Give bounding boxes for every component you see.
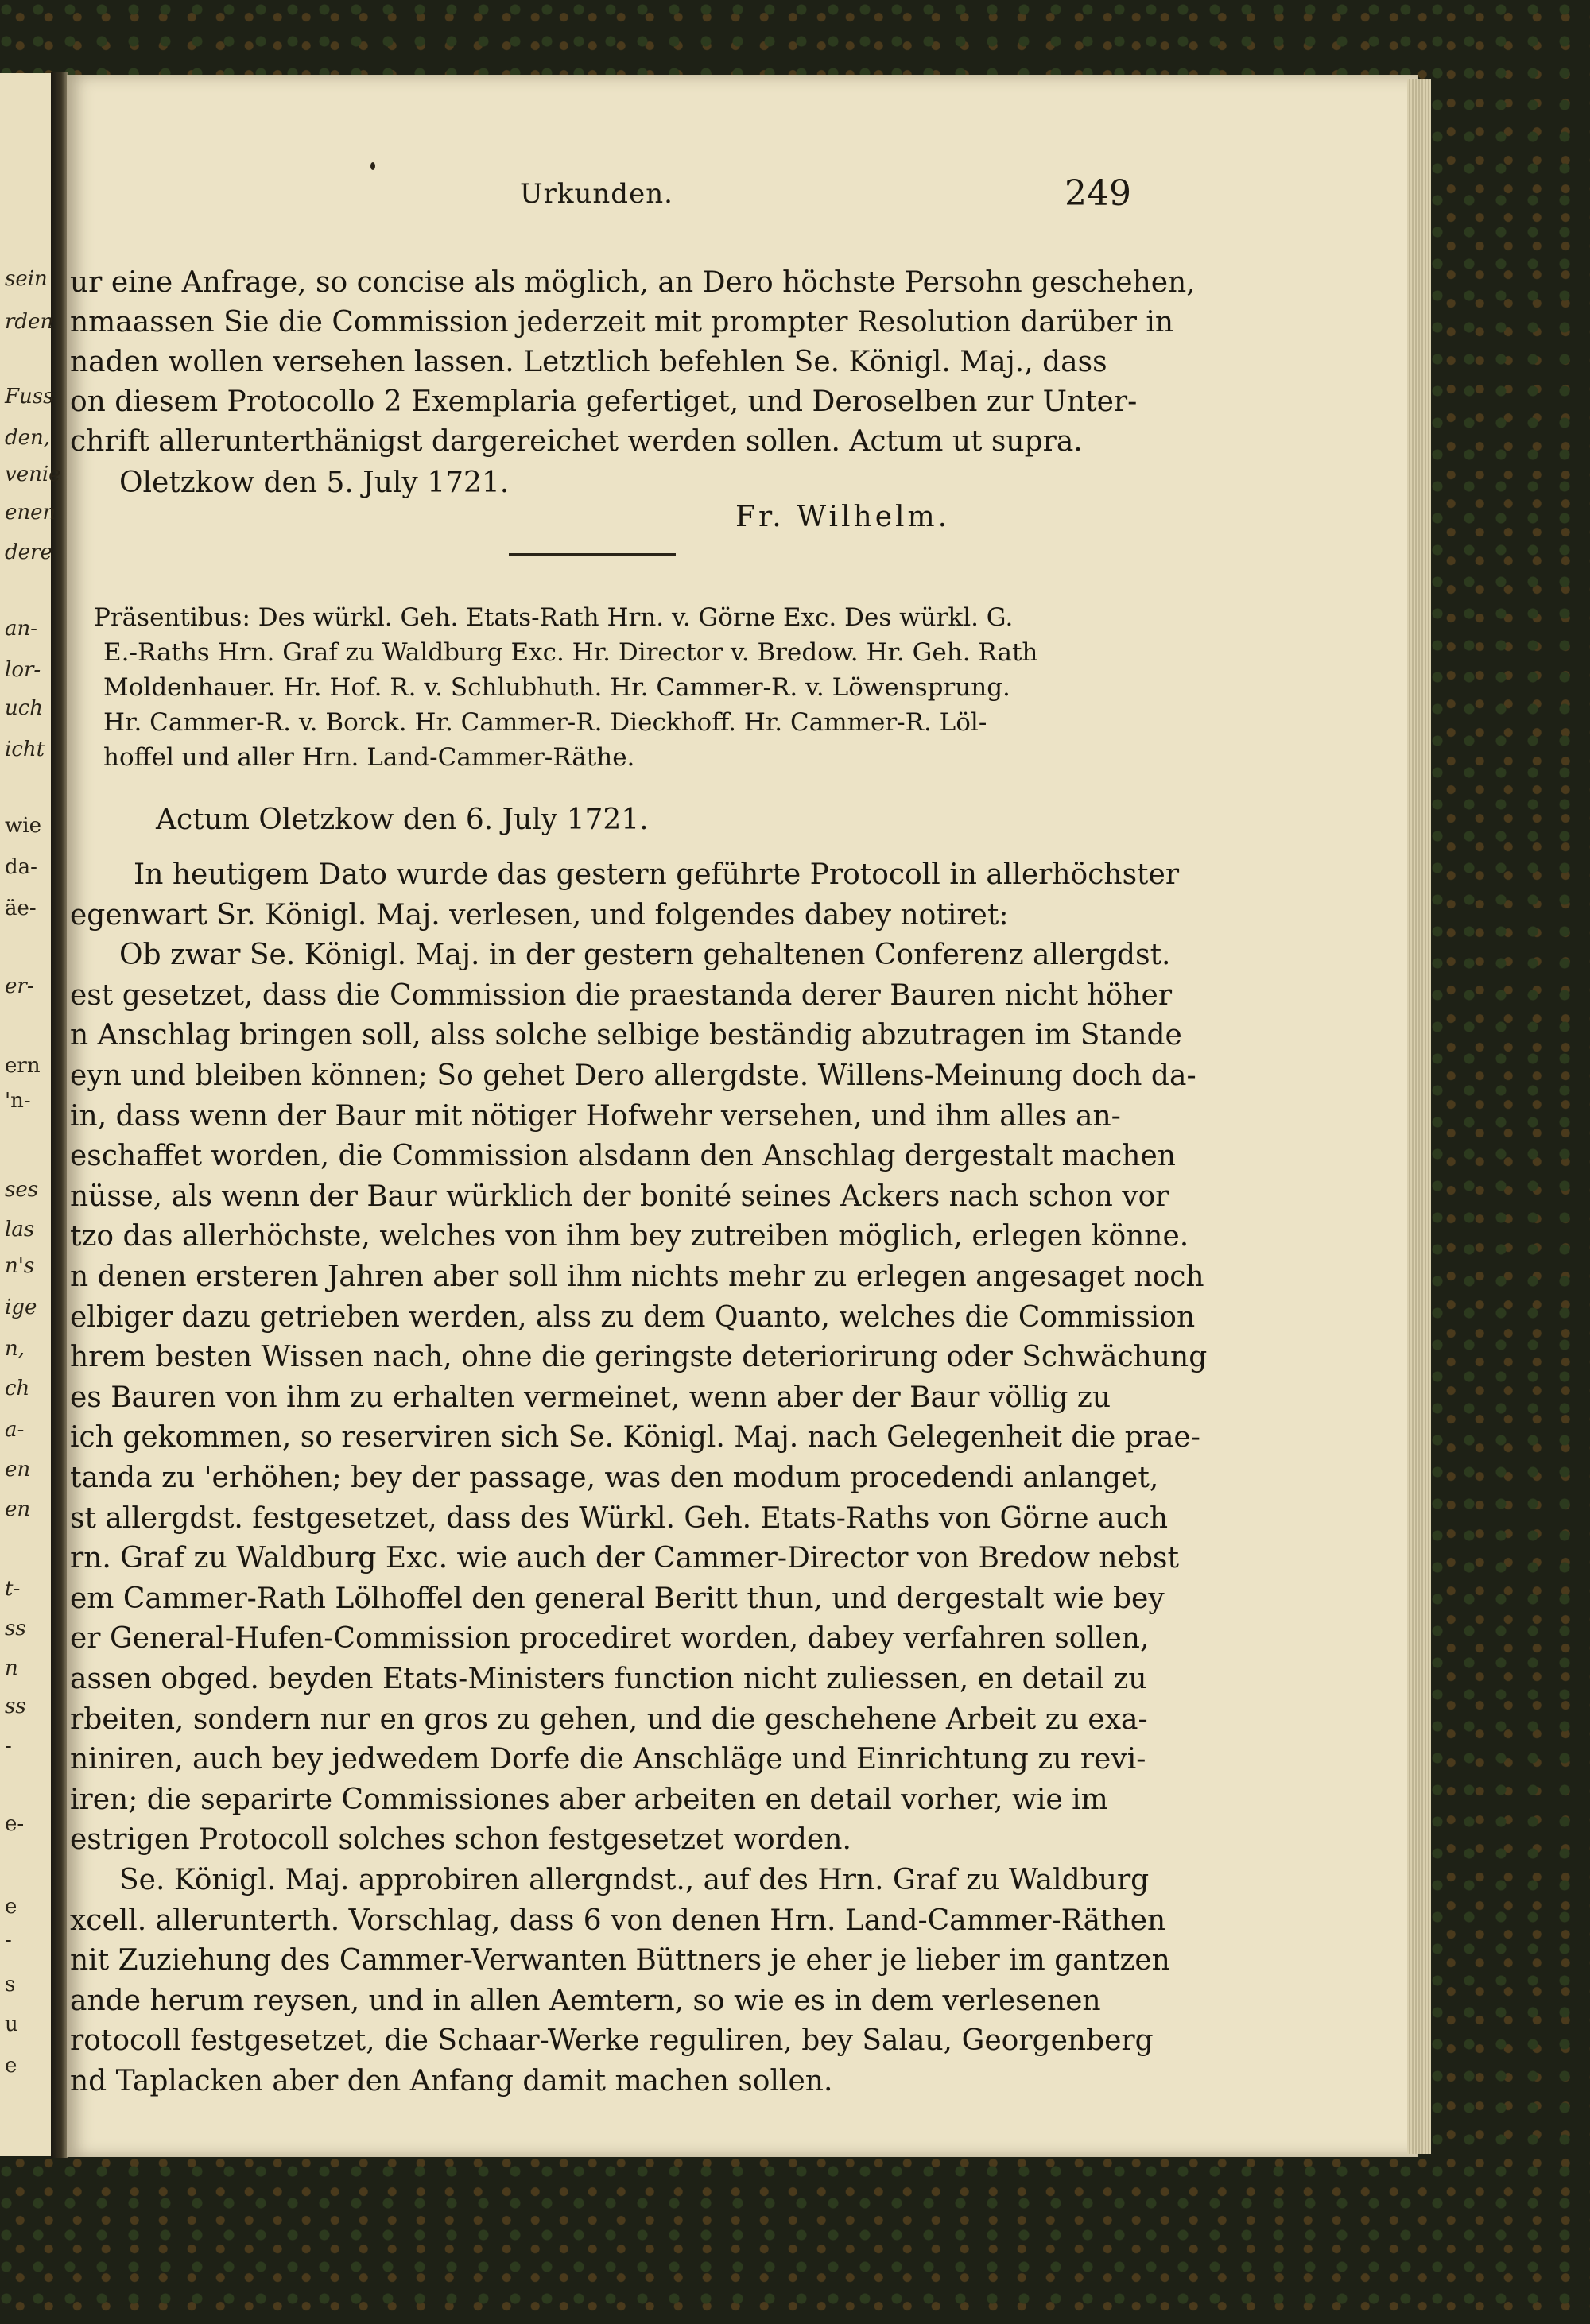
book-gutter [51,72,68,2158]
text-line: n denen ersteren Jahren aber soll ihm nichts mehr zu erlegen angesaget noch [70,1261,1204,1293]
margin-fragment: e [5,2054,17,2078]
text-line: on diesem Protocollo 2 Exemplaria gefertiget, und Deroselben zur Unter- [70,385,1138,418]
margin-fragment: 'n- [5,1089,31,1113]
text-line: eyn und bleiben können; So gehet Dero allergdste. Willens-Meinung doch da- [70,1059,1196,1092]
text-line: Ob zwar Se. Königl. Maj. in der gestern gehaltenen Conferenz allergdst. [119,939,1171,971]
text-line: egenwart Sr. Königl. Maj. verlesen, und folgendes dabey notiret: [70,899,1009,932]
text-line: Actum Oletzkow den 6. July 1721. [156,804,649,836]
text-line: assen obged. beyden Etats-Ministers function nicht zuliessen, en detail zu [70,1663,1147,1695]
text-line: ande herum reysen, und in allen Aemtern, so wie es in dem verlesenen [70,1985,1101,2017]
text-line: st allergdst. festgesetzet, dass des Würkl. Geh. Etats-Raths von Görne auch [70,1502,1169,1535]
margin-fragment: Fuss [5,385,54,409]
margin-fragment: a- [5,1418,25,1442]
text-line: est gesetzet, dass die Commission die praestanda derer Bauren nicht höher [70,979,1173,1012]
text-line: tzo das allerhöchste, welches von ihm bey zutreiben möglich, erlegen könne. [70,1220,1189,1253]
section-divider [509,553,676,556]
margin-fragment: ige [5,1296,37,1319]
margin-fragment: ern [5,1054,41,1078]
text-line: iren; die separirte Commissiones aber arbeiten en detail vorher, wie im [70,1784,1108,1816]
margin-fragment: e- [5,1812,25,1836]
text-line: tanda zu 'erhöhen; bey der passage, was den modum procedendi anlanget, [70,1462,1159,1494]
text-line: nit Zuziehung des Cammer-Verwanten Büttners je eher je lieber im gantzen [70,1944,1170,1977]
text-line: niniren, auch bey jedwedem Dorfe die Anschläge und Einrichtung zu revi- [70,1743,1146,1776]
signature: Fr. Wilhelm. [735,501,951,533]
text-line: hoffel und aller Hrn. Land-Cammer-Räthe. [103,743,635,772]
text-line: hrem besten Wissen nach, ohne die geringste deteriorirung oder Schwächung [70,1341,1208,1373]
margin-fragment: - [5,1734,12,1758]
text-line: Oletzkow den 5. July 1721. [119,467,510,499]
text-line: er General-Hufen-Commission procediret worden, dabey verfahren sollen, [70,1622,1150,1655]
margin-fragment: äe- [5,897,37,920]
text-line: in, dass wenn der Baur mit nötiger Hofwehr versehen, und ihm alles an- [70,1100,1121,1133]
text-line: nd Taplacken aber den Anfang damit machen sollen. [70,2065,833,2097]
margin-fragment: dere [5,540,52,564]
margin-fragment: venie [5,463,61,486]
page-stack-edge [1407,79,1431,2154]
margin-fragment: icht [5,738,45,761]
ink-speck [370,162,375,170]
margin-fragment: - [5,1928,12,1952]
text-line: em Cammer-Rath Lölhoffel den general Beritt thun, und dergestalt wie bey [70,1582,1165,1615]
text-line: chrift allerunterthänigst dargereichet werden sollen. Actum ut supra. [70,425,1083,458]
header-title: Urkunden. [520,178,673,210]
text-line: rbeiten, sondern nur en gros zu gehen, und die geschehene Arbeit zu exa- [70,1703,1148,1736]
margin-fragment: da- [5,855,37,879]
margin-fragment: las [5,1218,35,1241]
text-line: Se. Königl. Maj. approbiren allergndst., auf des Hrn. Graf zu Waldburg [119,1864,1150,1896]
text-line: xcell. allerunterth. Vorschlag, dass 6 von denen Hrn. Land-Cammer-Räthen [70,1904,1166,1937]
margin-fragment: t- [5,1577,21,1601]
text-line: eschaffet worden, die Commission alsdann den Anschlag dergestalt machen [70,1140,1176,1172]
margin-fragment: an- [5,617,38,641]
text-line: ich gekommen, so reserviren sich Se. Königl. Maj. nach Gelegenheit die prae- [70,1421,1200,1454]
margin-fragment: rden [5,310,54,334]
text-line: nmaassen Sie die Commission jederzeit mit prompter Resolution darüber in [70,306,1174,339]
text-line: naden wollen versehen lassen. Letztlich befehlen Se. Königl. Maj., dass [70,346,1107,378]
margin-fragment: u [5,2012,18,2036]
text-line: rn. Graf zu Waldburg Exc. wie auch der Cammer-Director von Bredow nebst [70,1542,1179,1575]
margin-fragment: ch [5,1377,30,1400]
margin-fragment: ses [5,1178,39,1202]
margin-fragment: en [5,1497,31,1521]
margin-fragment: er- [5,974,34,998]
running-header [67,173,1418,213]
text-line: Präsentibus: Des würkl. Geh. Etats-Rath Hrn. v. Görne Exc. Des würkl. G. [94,603,1014,632]
text-line: Hr. Cammer-R. v. Borck. Hr. Cammer-R. Dieckhoff. Hr. Cammer-R. Löl- [103,708,987,737]
text-line: In heutigem Dato wurde das gestern geführte Protocoll in allerhöchster [134,858,1180,891]
margin-fragment: n [5,1656,18,1680]
margin-fragment: e [5,1895,17,1919]
text-line: rotocoll festgesetzet, die Schaar-Werke reguliren, bey Salau, Georgenberg [70,2024,1154,2057]
page-number: 249 [1065,173,1131,214]
margin-fragment: n, [5,1337,25,1361]
margin-fragment: wie [5,814,41,838]
text-line: ur eine Anfrage, so concise als möglich, an Dero höchste Persohn geschehen, [70,266,1196,299]
text-line: elbiger dazu getrieben werden, alss zu dem Quanto, welches die Commission [70,1301,1196,1334]
text-line: n Anschlag bringen soll, alss solche selbige beständig abzutragen im Stande [70,1019,1182,1052]
text-line: es Bauren von ihm zu erhalten vermeinet, wenn aber der Baur völlig zu [70,1381,1111,1414]
margin-fragment: uch [5,696,44,720]
margin-fragment: enen [5,501,56,525]
margin-fragment: ss [5,1617,26,1640]
margin-fragment: s [5,1973,16,1997]
text-line: estrigen Protocoll solches schon festgesetzet worden. [70,1823,851,1856]
margin-fragment: den, [5,426,51,450]
margin-fragment: n's [5,1254,35,1278]
text-line: nüsse, als wenn der Baur würklich der bonité seines Ackers nach schon vor [70,1180,1169,1213]
margin-fragment: sein [5,267,48,291]
margin-fragment: ss [5,1695,26,1718]
margin-fragment: en [5,1458,31,1482]
text-line: E.-Raths Hrn. Graf zu Waldburg Exc. Hr. Director v. Bredow. Hr. Geh. Rath [103,638,1038,667]
text-line: Moldenhauer. Hr. Hof. R. v. Schlubhuth. Hr. Cammer-R. v. Löwensprung. [103,673,1010,702]
margin-fragment: lor- [5,658,41,682]
